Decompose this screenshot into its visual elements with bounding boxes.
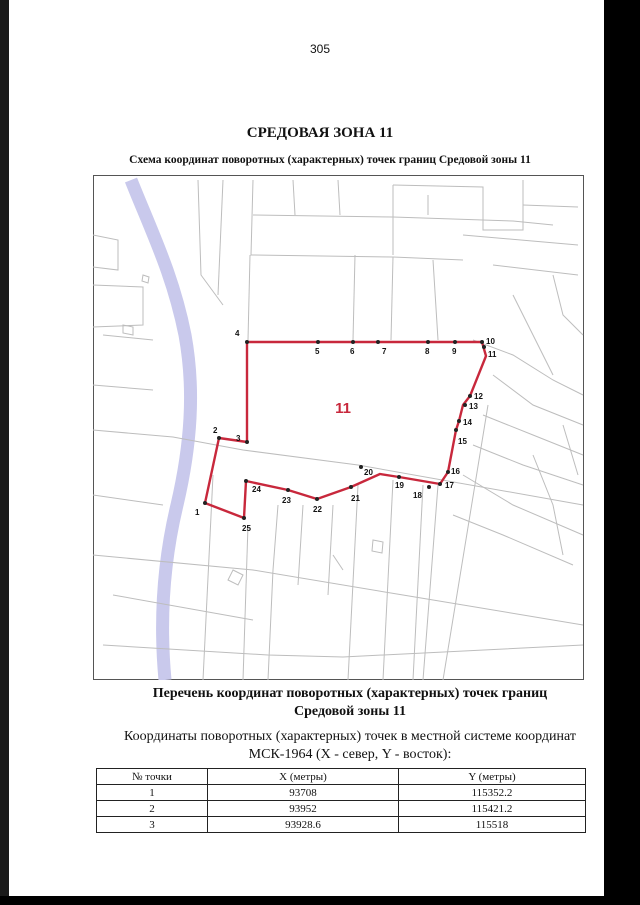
zone-point-label: 21 — [351, 494, 360, 503]
zone-point-label: 6 — [350, 347, 355, 356]
zone-point-label: 1 — [195, 508, 200, 517]
header-point-number: № точки — [97, 769, 208, 785]
zone-point-label: 9 — [452, 347, 457, 356]
zone-point-label: 19 — [395, 481, 404, 490]
zone-point-label: 20 — [364, 468, 373, 477]
table-row — [97, 817, 586, 833]
zone-point-label: 5 — [315, 347, 320, 356]
cell-point-number: 1 — [97, 785, 208, 801]
cell-y: 115352.2 — [399, 785, 586, 801]
zone-point-label: 2 — [213, 426, 218, 435]
zone-point-label: 15 — [458, 437, 467, 446]
zone-point-marker — [315, 497, 319, 501]
zone-point-marker — [245, 440, 249, 444]
cell-y: 115421.2 — [399, 801, 586, 817]
page-number: 305 — [309, 42, 331, 56]
zone-point-marker — [480, 340, 484, 344]
zone-point-marker — [463, 403, 467, 407]
cell-point-number: 3 — [97, 817, 208, 833]
cell-x: 93708 — [208, 785, 399, 801]
zone-point-marker — [217, 436, 221, 440]
zone-point-label: 4 — [235, 329, 240, 338]
coordinate-list-title-line1: Перечень координат поворотных (характерных) точек границ — [152, 686, 548, 701]
zone-point-label: 11 — [488, 350, 497, 359]
coordinate-system-line2: МСК-1964 (X - север, Y - восток): — [248, 747, 452, 762]
zone-point-marker — [446, 470, 450, 474]
table-row — [97, 801, 586, 817]
zone-point-marker — [426, 340, 430, 344]
table-row — [97, 785, 586, 801]
zone-point-label: 8 — [425, 347, 430, 356]
cell-x: 93952 — [208, 801, 399, 817]
zone-map — [93, 175, 584, 680]
zone-point-label: 23 — [282, 496, 291, 505]
zone-point-label: 13 — [469, 402, 478, 411]
zone-point-marker — [438, 482, 442, 486]
zone-point-label: 18 — [413, 491, 422, 500]
coordinate-system-line1: Координаты поворотных (характерных) точек в местной системе координат — [124, 729, 576, 744]
zone-point-marker — [454, 428, 458, 432]
zone-point-label: 24 — [252, 485, 261, 494]
scan-edge-bottom — [0, 896, 640, 905]
zone-point-marker — [349, 485, 353, 489]
zone-point-marker — [457, 419, 461, 423]
zone-point-label: 10 — [486, 337, 495, 346]
zone-point-marker — [468, 394, 472, 398]
cell-x: 93928.6 — [208, 817, 399, 833]
table-header-row — [97, 769, 586, 785]
header-y: Y (метры) — [399, 769, 586, 785]
zone-point-label: 22 — [313, 505, 322, 514]
zone-point-marker — [286, 488, 290, 492]
coordinates-table — [96, 768, 586, 833]
coordinate-list-title-line2: Средовой зоны 11 — [294, 704, 406, 719]
zone-point-label: 3 — [236, 434, 241, 443]
zone-point-marker — [453, 340, 457, 344]
zone-point-label: 7 — [382, 347, 387, 356]
zone-point-marker — [244, 479, 248, 483]
zone-point-label: 25 — [242, 524, 251, 533]
cell-y: 115518 — [399, 817, 586, 833]
zone-point-marker — [359, 465, 363, 469]
header-x: X (метры) — [208, 769, 399, 785]
zone-point-marker — [242, 516, 246, 520]
zone-point-marker — [427, 485, 431, 489]
zone-point-marker — [316, 340, 320, 344]
zone-point-label: 12 — [474, 392, 483, 401]
zone-point-marker — [376, 340, 380, 344]
zone-point-marker — [351, 340, 355, 344]
zone-point-label: 16 — [451, 467, 460, 476]
cell-point-number: 2 — [97, 801, 208, 817]
zone-point-label: 17 — [445, 481, 454, 490]
map-caption: Схема координат поворотных (характерных) точек границ Средовой зоны 11 — [129, 154, 531, 166]
coordinate-list-title — [50, 685, 640, 721]
zone-point-label: 14 — [463, 418, 472, 427]
zone-point-marker — [203, 501, 207, 505]
zone-label: 11 — [335, 400, 351, 417]
zone-point-marker — [245, 340, 249, 344]
zone-point-marker — [397, 475, 401, 479]
coordinate-system-description — [70, 728, 630, 764]
page-title: СРЕДОВАЯ ЗОНА 11 — [246, 125, 394, 141]
